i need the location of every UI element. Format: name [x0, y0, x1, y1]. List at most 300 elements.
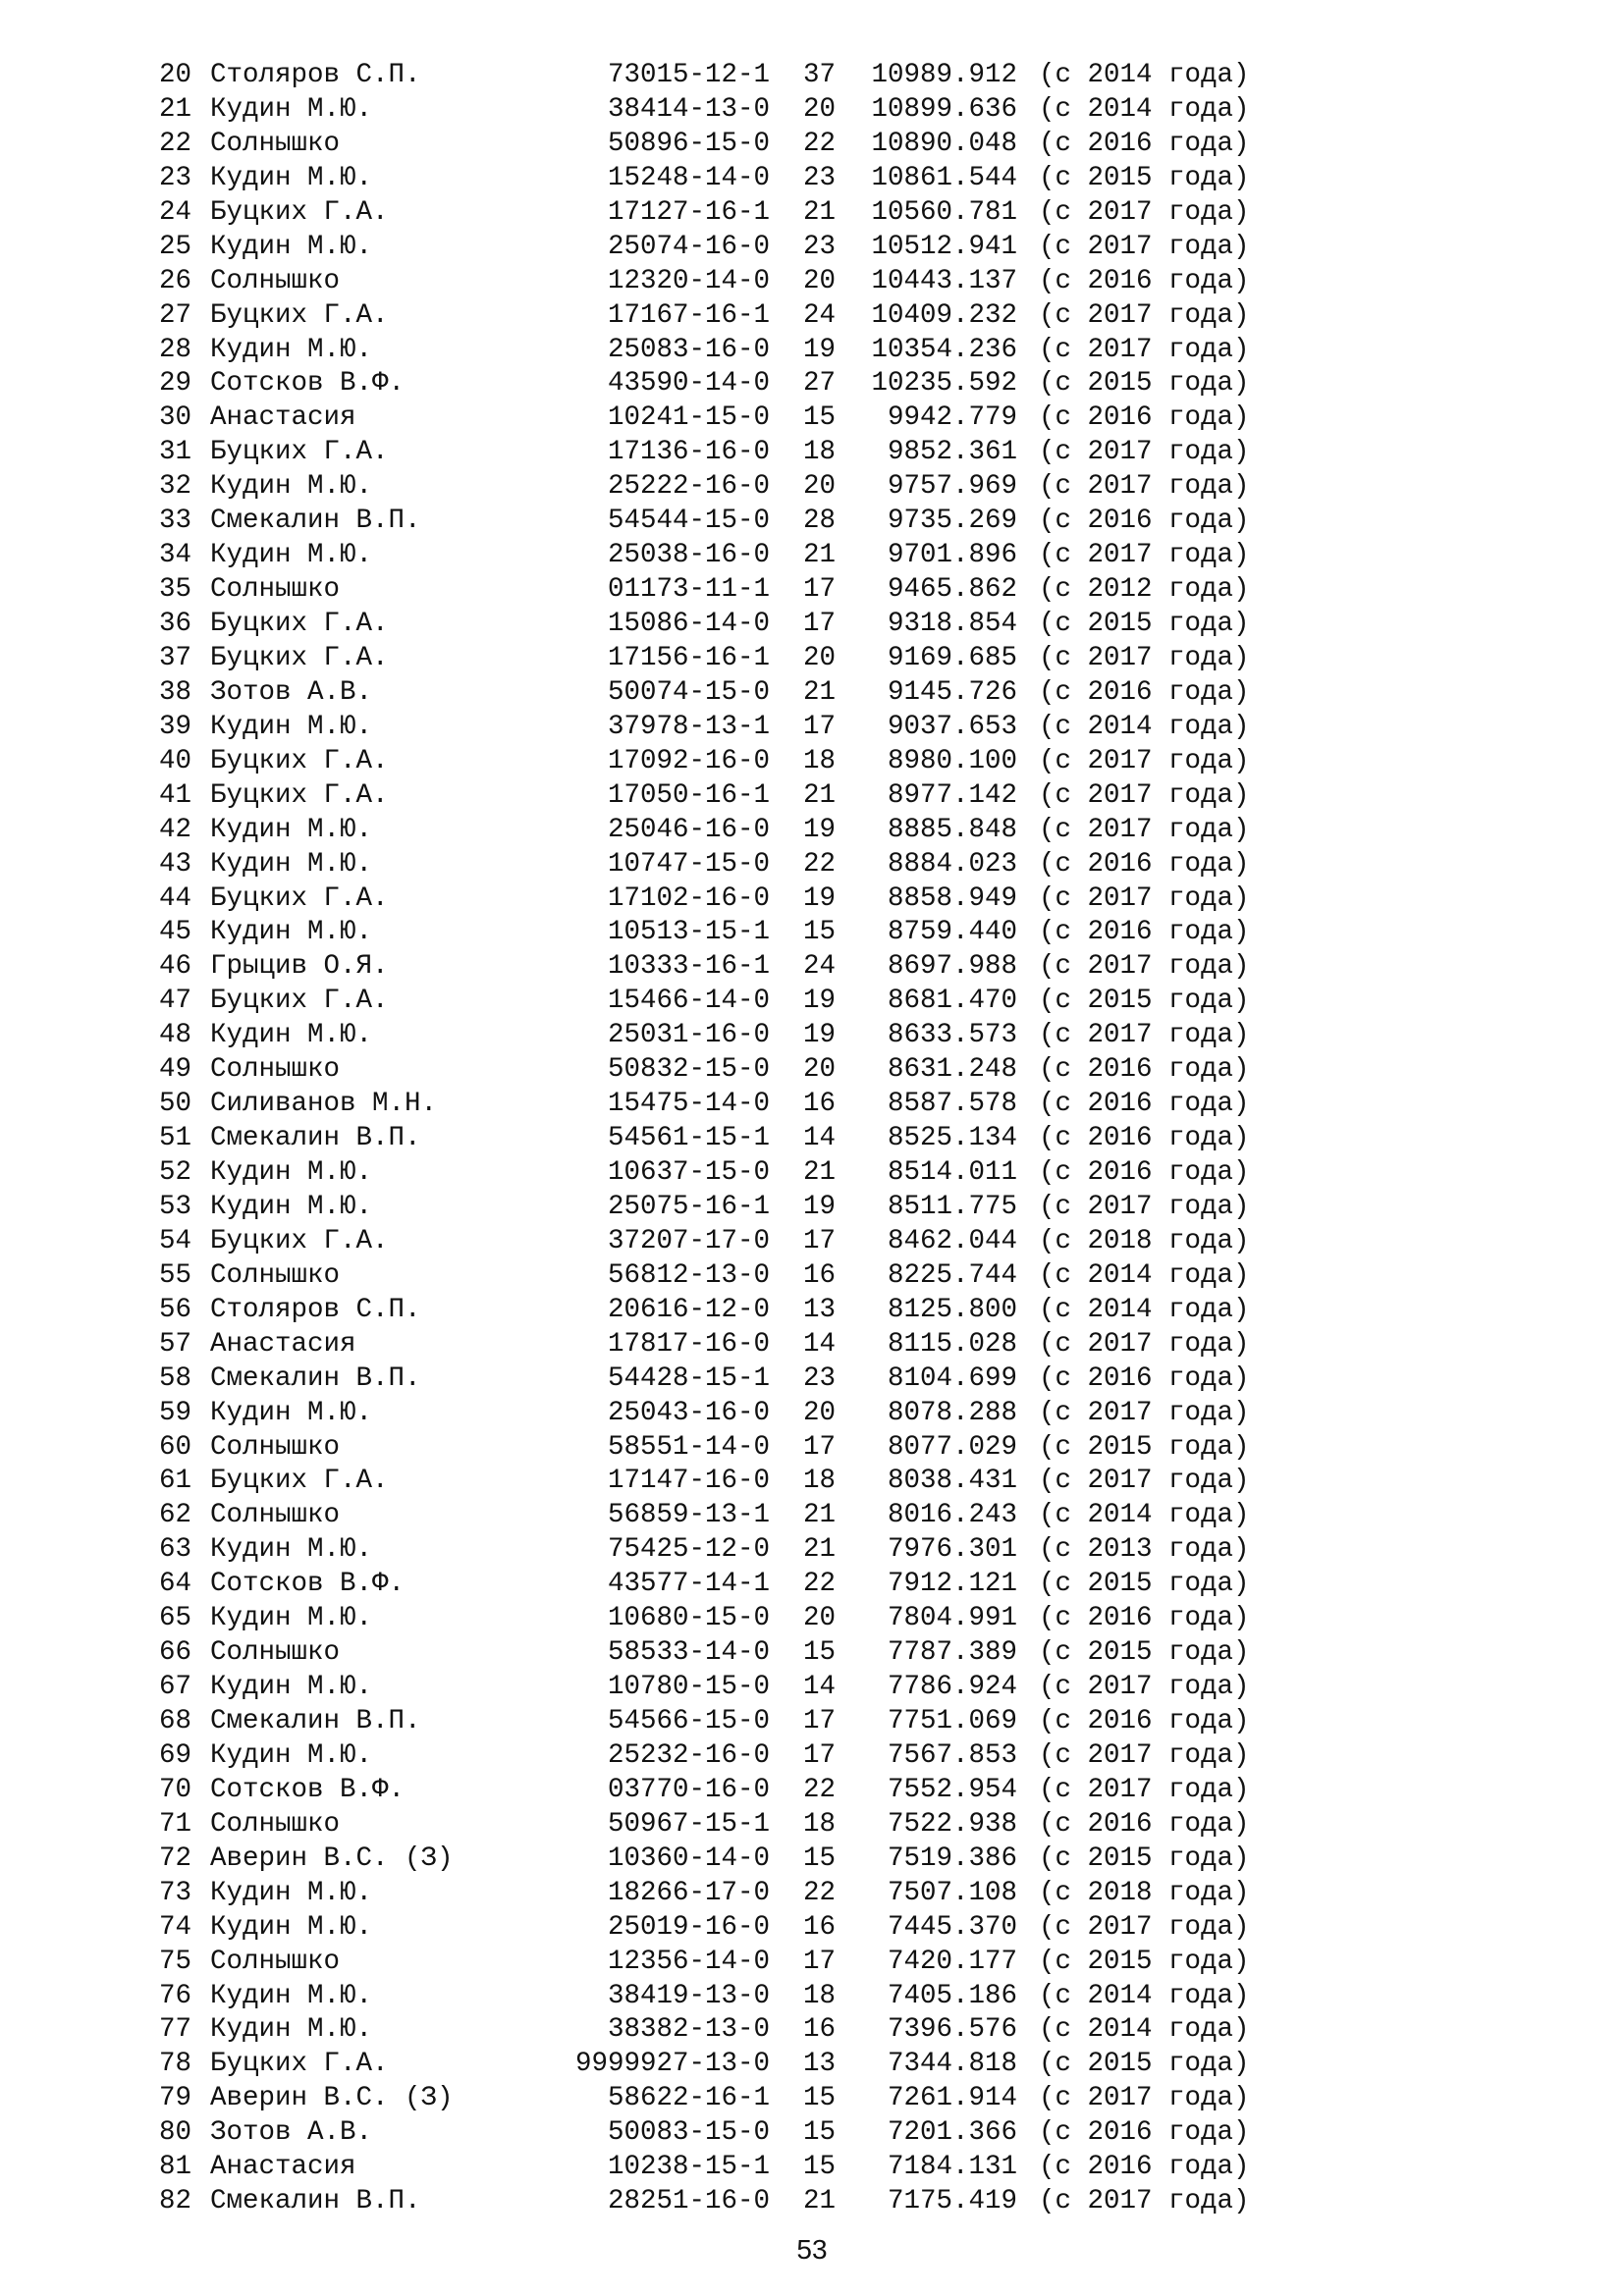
- author-name: Кудин М.Ю.: [210, 471, 373, 503]
- author-name: Солнышко: [210, 1500, 341, 1531]
- rank-number: 79: [159, 2083, 192, 2114]
- table-row: [159, 1294, 1274, 1328]
- entry-score: 7261.914: [887, 2083, 1017, 2114]
- entry-code: 54544-15-0: [607, 506, 770, 537]
- rank-number: 32: [159, 471, 192, 503]
- entry-count: 13: [803, 1294, 837, 1325]
- author-name: Кудин М.Ю.: [210, 1020, 373, 1051]
- table-row: [159, 2185, 1274, 2219]
- table-row: [159, 1980, 1274, 2014]
- author-name: Буцких Г.А.: [210, 1225, 389, 1256]
- table-row: [159, 1946, 1274, 1980]
- author-name: Смекалин В.П.: [210, 1706, 421, 1736]
- table-row: [159, 1122, 1274, 1156]
- rank-number: 71: [159, 1808, 192, 1840]
- author-name: Кудин М.Ю.: [210, 1672, 373, 1703]
- author-name: Столяров С.П.: [210, 1294, 421, 1325]
- entry-since: (с 2015 года): [1039, 986, 1250, 1017]
- table-row: [159, 1671, 1274, 1705]
- table-row: [159, 2048, 1274, 2082]
- entry-since: (с 2017 года): [1039, 2083, 1250, 2114]
- entry-count: 17: [803, 1431, 837, 1463]
- table-row: [159, 93, 1274, 128]
- table-row: [159, 299, 1274, 334]
- rank-number: 25: [159, 231, 192, 262]
- entry-code: 58622-16-1: [607, 2083, 770, 2114]
- rank-number: 50: [159, 1089, 192, 1120]
- entry-since: (с 2014 года): [1039, 1980, 1250, 2011]
- author-name: Кудин М.Ю.: [210, 1911, 373, 1943]
- entry-code: 37978-13-1: [607, 711, 770, 742]
- rank-number: 23: [159, 162, 192, 193]
- table-row: [159, 162, 1274, 196]
- author-name: Кудин М.Ю.: [210, 1397, 373, 1428]
- entry-code: 50967-15-1: [607, 1808, 770, 1840]
- entry-score: 7552.954: [887, 1774, 1017, 1805]
- entry-since: (с 2016 года): [1039, 1157, 1250, 1188]
- table-row: [159, 1533, 1274, 1568]
- entry-score: 9852.361: [887, 437, 1017, 468]
- entry-count: 22: [803, 1774, 837, 1805]
- entry-score: 7420.177: [887, 1946, 1017, 1977]
- entry-since: (с 2018 года): [1039, 1877, 1250, 1908]
- rank-number: 62: [159, 1500, 192, 1531]
- table-row: [159, 1911, 1274, 1946]
- entry-count: 20: [803, 1397, 837, 1428]
- table-row: [159, 334, 1274, 368]
- entry-code: 58533-14-0: [607, 1637, 770, 1669]
- entry-count: 24: [803, 951, 837, 983]
- entry-since: (с 2015 года): [1039, 1637, 1250, 1669]
- rank-number: 53: [159, 1191, 192, 1222]
- rank-number: 26: [159, 265, 192, 296]
- entry-count: 22: [803, 848, 837, 880]
- rank-number: 57: [159, 1328, 192, 1360]
- entry-since: (с 2017 года): [1039, 1672, 1250, 1703]
- author-name: Буцких Г.А.: [210, 779, 389, 811]
- entry-count: 17: [803, 574, 837, 606]
- author-name: Кудин М.Ю.: [210, 1980, 373, 2011]
- entry-since: (с 2017 года): [1039, 642, 1250, 673]
- table-row: [159, 1225, 1274, 1259]
- rank-number: 56: [159, 1294, 192, 1325]
- table-row: [159, 676, 1274, 711]
- entry-count: 14: [803, 1123, 837, 1154]
- entry-count: 14: [803, 1672, 837, 1703]
- author-name: Солнышко: [210, 1637, 341, 1669]
- author-name: Смекалин В.П.: [210, 506, 421, 537]
- entry-since: (с 2016 года): [1039, 128, 1250, 159]
- entry-score: 10861.544: [871, 162, 1017, 193]
- table-row: [159, 1156, 1274, 1191]
- entry-code: 12356-14-0: [607, 1946, 770, 1977]
- table-row: [159, 231, 1274, 265]
- entry-score: 7344.818: [887, 2049, 1017, 2080]
- author-name: Кудин М.Ю.: [210, 93, 373, 125]
- entry-since: (с 2017 года): [1039, 1328, 1250, 1360]
- rank-number: 74: [159, 1911, 192, 1943]
- table-row: [159, 1362, 1274, 1397]
- entry-code: 75425-12-0: [607, 1534, 770, 1566]
- entry-count: 21: [803, 779, 837, 811]
- table-row: [159, 1397, 1274, 1431]
- entry-since: (с 2015 года): [1039, 609, 1250, 639]
- entry-score: 8125.800: [887, 1294, 1017, 1325]
- entry-since: (с 2017 года): [1039, 1397, 1250, 1428]
- entry-code: 17817-16-0: [607, 1328, 770, 1360]
- entry-code: 25038-16-0: [607, 540, 770, 571]
- table-row: [159, 401, 1274, 436]
- entry-count: 14: [803, 1328, 837, 1360]
- author-name: Смекалин В.П.: [210, 2186, 421, 2217]
- entry-code: 28251-16-0: [607, 2186, 770, 2217]
- entry-since: (с 2012 года): [1039, 574, 1250, 606]
- entry-since: (с 2017 года): [1039, 231, 1250, 262]
- entry-since: (с 2016 года): [1039, 676, 1250, 708]
- table-row: [159, 642, 1274, 676]
- entry-code: 17167-16-1: [607, 299, 770, 331]
- table-row: [159, 436, 1274, 470]
- entry-code: 17050-16-1: [607, 779, 770, 811]
- rank-number: 76: [159, 1980, 192, 2011]
- entry-since: (с 2017 года): [1039, 814, 1250, 845]
- entry-since: (с 2017 года): [1039, 437, 1250, 468]
- table-row: [159, 59, 1274, 93]
- rank-number: 80: [159, 2117, 192, 2149]
- entry-score: 9145.726: [887, 676, 1017, 708]
- entry-code: 54561-15-1: [607, 1123, 770, 1154]
- entry-score: 8511.775: [887, 1191, 1017, 1222]
- author-name: Солнышко: [210, 1054, 341, 1086]
- entry-score: 8681.470: [887, 986, 1017, 1017]
- entry-count: 20: [803, 1054, 837, 1086]
- entry-score: 7405.186: [887, 1980, 1017, 2011]
- author-name: Солнышко: [210, 265, 341, 296]
- entry-count: 22: [803, 1877, 837, 1908]
- entry-count: 13: [803, 2049, 837, 2080]
- entry-since: (с 2016 года): [1039, 1054, 1250, 1086]
- entry-since: (с 2017 года): [1039, 1774, 1250, 1805]
- author-name: Грыцив О.Я.: [210, 951, 389, 983]
- author-name: Силиванов М.Н.: [210, 1089, 438, 1120]
- author-name: Анастасия: [210, 2152, 356, 2183]
- rank-number: 59: [159, 1397, 192, 1428]
- author-name: Кудин М.Ю.: [210, 334, 373, 365]
- entry-code: 38414-13-0: [607, 93, 770, 125]
- entry-count: 20: [803, 471, 837, 503]
- entry-score: 8078.288: [887, 1397, 1017, 1428]
- entry-code: 9999927-13-0: [574, 2049, 770, 2080]
- entry-since: (с 2016 года): [1039, 1362, 1250, 1394]
- rank-number: 70: [159, 1774, 192, 1805]
- rank-number: 72: [159, 1842, 192, 1874]
- entry-since: (с 2017 года): [1039, 1191, 1250, 1222]
- table-row: [159, 916, 1274, 950]
- entry-score: 8225.744: [887, 1259, 1017, 1291]
- author-name: Буцких Г.А.: [210, 745, 389, 776]
- entry-since: (с 2015 года): [1039, 1946, 1250, 1977]
- entry-score: 10899.636: [871, 93, 1017, 125]
- entry-since: (с 2015 года): [1039, 1431, 1250, 1463]
- author-name: Солнышко: [210, 1259, 341, 1291]
- table-row: [159, 1602, 1274, 1636]
- rank-number: 31: [159, 437, 192, 468]
- entry-score: 7175.419: [887, 2186, 1017, 2217]
- entry-since: (с 2016 года): [1039, 1603, 1250, 1634]
- entry-code: 01173-11-1: [607, 574, 770, 606]
- rank-number: 39: [159, 711, 192, 742]
- rank-number: 36: [159, 609, 192, 639]
- author-name: Солнышко: [210, 1431, 341, 1463]
- entry-score: 8077.029: [887, 1431, 1017, 1463]
- table-row: [159, 470, 1274, 505]
- entry-since: (с 2015 года): [1039, 368, 1250, 400]
- entry-count: 21: [803, 1500, 837, 1531]
- rank-number: 22: [159, 128, 192, 159]
- entry-score: 10443.137: [871, 265, 1017, 296]
- entry-since: (с 2015 года): [1039, 1842, 1250, 1874]
- entry-since: (с 2017 года): [1039, 1466, 1250, 1497]
- table-row: [159, 367, 1274, 401]
- author-name: Солнышко: [210, 128, 341, 159]
- entry-score: 7804.991: [887, 1603, 1017, 1634]
- table-row: [159, 711, 1274, 745]
- entry-since: (с 2016 года): [1039, 506, 1250, 537]
- rank-number: 78: [159, 2049, 192, 2080]
- rank-number: 30: [159, 402, 192, 434]
- entry-count: 21: [803, 1534, 837, 1566]
- entry-code: 25075-16-1: [607, 1191, 770, 1222]
- author-name: Сотсков В.Ф.: [210, 1569, 406, 1600]
- table-row: [159, 539, 1274, 573]
- entry-score: 8587.578: [887, 1089, 1017, 1120]
- entry-count: 22: [803, 1569, 837, 1600]
- table-row: [159, 1739, 1274, 1774]
- author-name: Буцких Г.А.: [210, 609, 389, 639]
- table-row: [159, 1088, 1274, 1122]
- rank-number: 28: [159, 334, 192, 365]
- entry-since: (с 2016 года): [1039, 2152, 1250, 2183]
- table-row: [159, 608, 1274, 642]
- entry-score: 8858.949: [887, 882, 1017, 914]
- entry-score: 10235.592: [871, 368, 1017, 400]
- author-name: Солнышко: [210, 574, 341, 606]
- table-row: [159, 1053, 1274, 1088]
- rank-number: 77: [159, 2014, 192, 2046]
- author-name: Кудин М.Ю.: [210, 2014, 373, 2046]
- author-name: Кудин М.Ю.: [210, 162, 373, 193]
- table-row: [159, 814, 1274, 848]
- entry-count: 23: [803, 1362, 837, 1394]
- rank-number: 45: [159, 917, 192, 948]
- entry-count: 16: [803, 1089, 837, 1120]
- author-name: Анастасия: [210, 1328, 356, 1360]
- entry-count: 17: [803, 609, 837, 639]
- entry-since: (с 2016 года): [1039, 1089, 1250, 1120]
- entry-count: 21: [803, 540, 837, 571]
- entry-count: 19: [803, 1020, 837, 1051]
- author-name: Аверин В.С. (З): [210, 1842, 454, 1874]
- entry-since: (с 2016 года): [1039, 1706, 1250, 1736]
- table-row: [159, 196, 1274, 231]
- entry-count: 15: [803, 2117, 837, 2149]
- entry-code: 54566-15-0: [607, 1706, 770, 1736]
- author-name: Зотов А.В.: [210, 2117, 373, 2149]
- entry-code: 10747-15-0: [607, 848, 770, 880]
- entry-count: 23: [803, 231, 837, 262]
- entry-since: (с 2017 года): [1039, 540, 1250, 571]
- rank-number: 40: [159, 745, 192, 776]
- table-row: [159, 882, 1274, 917]
- entry-code: 58551-14-0: [607, 1431, 770, 1463]
- entry-count: 24: [803, 299, 837, 331]
- entry-count: 18: [803, 1466, 837, 1497]
- entry-code: 17092-16-0: [607, 745, 770, 776]
- entry-code: 10513-15-1: [607, 917, 770, 948]
- entry-code: 17136-16-0: [607, 437, 770, 468]
- rank-number: 34: [159, 540, 192, 571]
- entry-code: 10333-16-1: [607, 951, 770, 983]
- entry-count: 17: [803, 1706, 837, 1736]
- author-name: Аверин В.С. (З): [210, 2083, 454, 2114]
- author-name: Буцких Г.А.: [210, 437, 389, 468]
- rank-number: 43: [159, 848, 192, 880]
- entry-since: (с 2017 года): [1039, 334, 1250, 365]
- entry-score: 10512.941: [871, 231, 1017, 262]
- entry-count: 15: [803, 1637, 837, 1669]
- entry-score: 8038.431: [887, 1466, 1017, 1497]
- entry-score: 10409.232: [871, 299, 1017, 331]
- rank-number: 68: [159, 1706, 192, 1736]
- author-name: Буцких Г.А.: [210, 196, 389, 228]
- author-name: Кудин М.Ю.: [210, 1534, 373, 1566]
- rank-number: 63: [159, 1534, 192, 1566]
- entry-score: 8104.699: [887, 1362, 1017, 1394]
- entry-count: 19: [803, 986, 837, 1017]
- entry-since: (с 2017 года): [1039, 299, 1250, 331]
- entry-count: 17: [803, 1225, 837, 1256]
- entry-since: (с 2016 года): [1039, 917, 1250, 948]
- entry-score: 8115.028: [887, 1328, 1017, 1360]
- entry-code: 17102-16-0: [607, 882, 770, 914]
- table-row: [159, 2013, 1274, 2048]
- entry-since: (с 2017 года): [1039, 471, 1250, 503]
- entry-count: 23: [803, 162, 837, 193]
- entry-since: (с 2014 года): [1039, 1259, 1250, 1291]
- entry-count: 21: [803, 196, 837, 228]
- table-row: [159, 1431, 1274, 1466]
- entry-score: 7519.386: [887, 1842, 1017, 1874]
- entry-count: 21: [803, 1157, 837, 1188]
- entry-score: 7912.121: [887, 1569, 1017, 1600]
- entry-code: 15086-14-0: [607, 609, 770, 639]
- rank-number: 69: [159, 1739, 192, 1771]
- entry-code: 37207-17-0: [607, 1225, 770, 1256]
- entry-score: 7522.938: [887, 1808, 1017, 1840]
- entry-count: 37: [803, 60, 837, 90]
- entry-score: 10989.912: [871, 60, 1017, 90]
- rank-number: 41: [159, 779, 192, 811]
- table-row: [159, 848, 1274, 882]
- entry-since: (с 2017 года): [1039, 2186, 1250, 2217]
- author-name: Сотсков В.Ф.: [210, 368, 406, 400]
- rank-number: 48: [159, 1020, 192, 1051]
- entry-score: 8631.248: [887, 1054, 1017, 1086]
- author-name: Кудин М.Ю.: [210, 1191, 373, 1222]
- entry-code: 25083-16-0: [607, 334, 770, 365]
- entry-since: (с 2016 года): [1039, 848, 1250, 880]
- entry-score: 7396.576: [887, 2014, 1017, 2046]
- rank-number: 66: [159, 1637, 192, 1669]
- author-name: Буцких Г.А.: [210, 642, 389, 673]
- entry-code: 10241-15-0: [607, 402, 770, 434]
- entry-score: 7751.069: [887, 1706, 1017, 1736]
- entry-since: (с 2015 года): [1039, 1569, 1250, 1600]
- rank-number: 33: [159, 506, 192, 537]
- entry-since: (с 2017 года): [1039, 196, 1250, 228]
- author-name: Зотов А.В.: [210, 676, 373, 708]
- entry-count: 19: [803, 882, 837, 914]
- rank-number: 24: [159, 196, 192, 228]
- entry-code: 10238-15-1: [607, 2152, 770, 2183]
- rank-number: 60: [159, 1431, 192, 1463]
- entry-code: 15248-14-0: [607, 162, 770, 193]
- table-row: [159, 1191, 1274, 1225]
- entry-since: (с 2017 года): [1039, 1911, 1250, 1943]
- table-row: [159, 1019, 1274, 1053]
- entry-score: 8977.142: [887, 779, 1017, 811]
- entry-score: 7201.366: [887, 2117, 1017, 2149]
- entry-code: 10360-14-0: [607, 1842, 770, 1874]
- entry-score: 9318.854: [887, 609, 1017, 639]
- rank-number: 61: [159, 1466, 192, 1497]
- author-name: Буцких Г.А.: [210, 986, 389, 1017]
- rank-number: 47: [159, 986, 192, 1017]
- entry-count: 15: [803, 1842, 837, 1874]
- entry-code: 50832-15-0: [607, 1054, 770, 1086]
- author-name: Столяров С.П.: [210, 60, 421, 90]
- entry-score: 8514.011: [887, 1157, 1017, 1188]
- entry-count: 22: [803, 128, 837, 159]
- rank-number: 35: [159, 574, 192, 606]
- entry-count: 17: [803, 711, 837, 742]
- rank-number: 54: [159, 1225, 192, 1256]
- entry-count: 19: [803, 334, 837, 365]
- entry-count: 20: [803, 265, 837, 296]
- rank-number: 44: [159, 882, 192, 914]
- table-row: [159, 1568, 1274, 1602]
- table-row: [159, 573, 1274, 608]
- entry-since: (с 2016 года): [1039, 265, 1250, 296]
- entry-code: 15475-14-0: [607, 1089, 770, 1120]
- author-name: Буцких Г.А.: [210, 299, 389, 331]
- author-name: Кудин М.Ю.: [210, 711, 373, 742]
- entry-score: 7567.853: [887, 1739, 1017, 1771]
- entry-count: 19: [803, 1191, 837, 1222]
- entry-code: 10637-15-0: [607, 1157, 770, 1188]
- entry-count: 15: [803, 2083, 837, 2114]
- entry-count: 15: [803, 402, 837, 434]
- entry-score: 7507.108: [887, 1877, 1017, 1908]
- table-row: [159, 1465, 1274, 1499]
- rank-number: 42: [159, 814, 192, 845]
- entry-code: 50896-15-0: [607, 128, 770, 159]
- entry-since: (с 2017 года): [1039, 882, 1250, 914]
- rank-number: 64: [159, 1569, 192, 1600]
- rank-number: 82: [159, 2186, 192, 2217]
- entry-count: 20: [803, 1603, 837, 1634]
- table-row: [159, 950, 1274, 985]
